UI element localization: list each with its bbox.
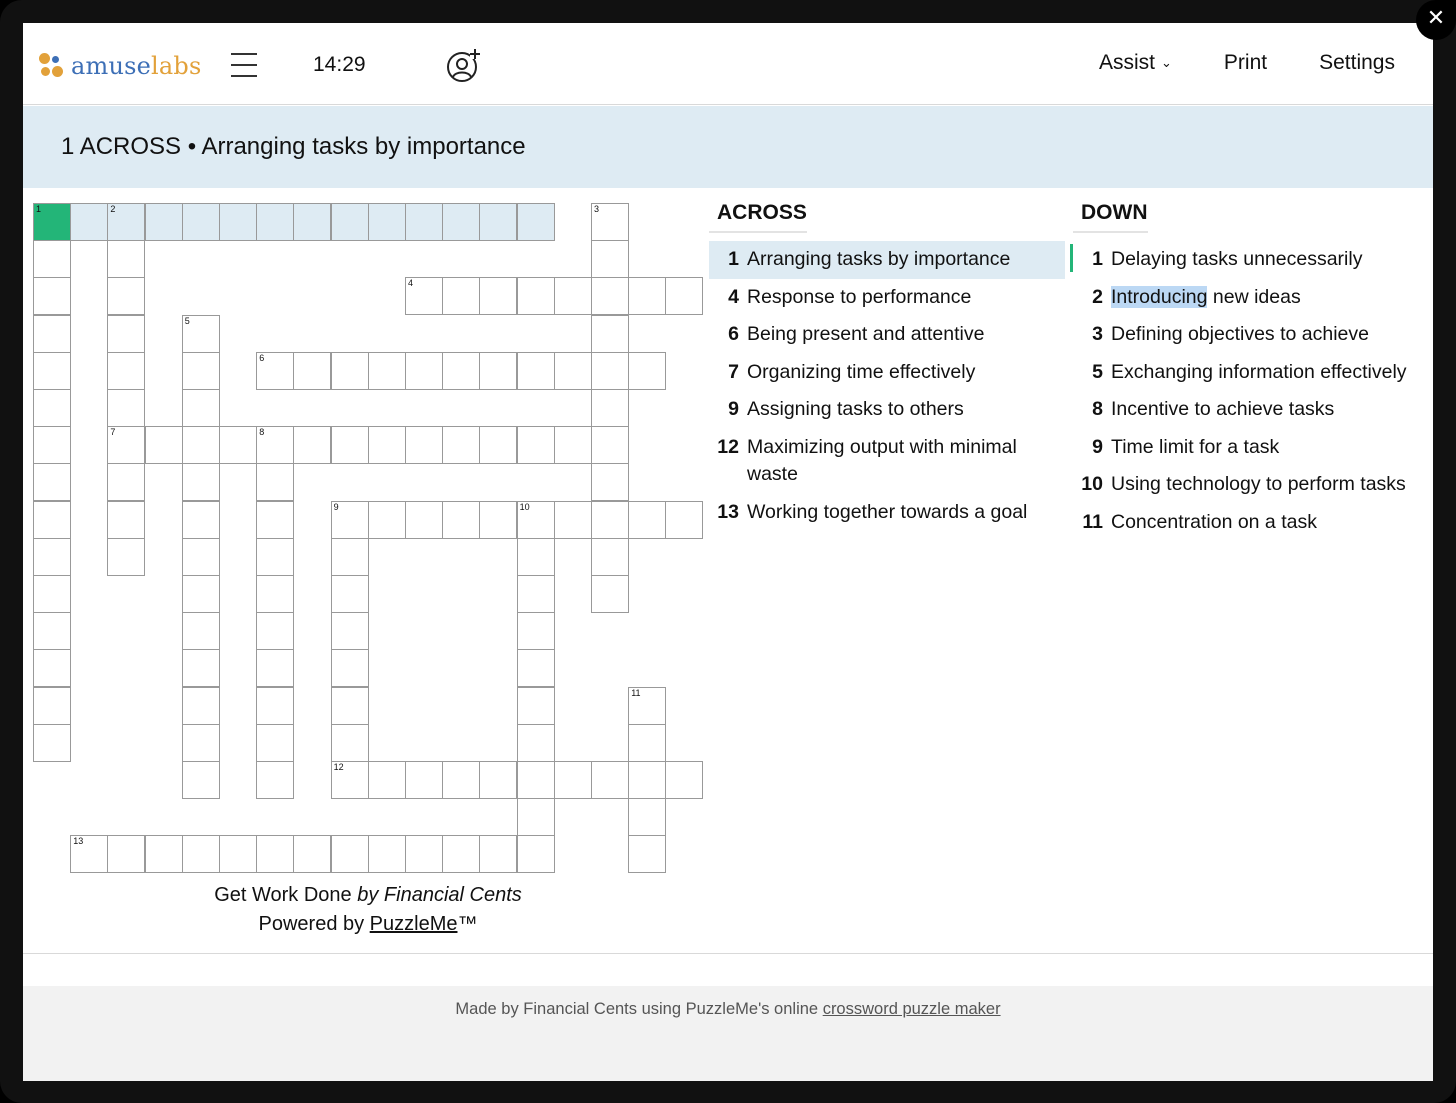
across-heading: ACROSS [709,201,807,233]
grid-cell[interactable] [33,426,71,464]
footer-divider [23,953,1433,954]
close-icon[interactable]: ✕ [1416,0,1456,40]
grid-cell[interactable] [331,203,369,241]
grid-cell[interactable] [293,835,331,873]
grid-cell[interactable] [33,649,71,687]
grid-cell[interactable] [33,352,71,390]
grid-cell[interactable] [256,724,294,762]
settings-button[interactable]: Settings [1319,51,1395,74]
grid-cell[interactable] [517,538,555,576]
grid-cell[interactable] [331,612,369,650]
cell-number: 12 [333,762,344,772]
grid-cell[interactable] [665,277,703,315]
grid-cell[interactable] [33,389,71,427]
grid-cell[interactable] [182,538,220,576]
credit-line-2: Powered by PuzzleMe™ [258,913,478,935]
grid-cell[interactable] [554,501,592,539]
grid-cell[interactable] [368,352,406,390]
header-nav [1099,51,1395,75]
grid-cell[interactable] [107,463,145,501]
grid-cell[interactable] [293,352,331,390]
grid-cell[interactable] [182,352,220,390]
clue-across-9[interactable]: 9 Assigning tasks to others [728,398,964,420]
grid-cell[interactable] [517,612,555,650]
down-clues [1073,201,1429,541]
grid-cell[interactable] [405,277,443,315]
grid-cell[interactable] [628,761,666,799]
grid-cell[interactable] [331,835,369,873]
grid-cell[interactable] [405,352,443,390]
clue-down-10[interactable]: 10 Using technology to perform tasks [1081,473,1406,495]
grid-cell[interactable] [182,426,220,464]
grid-cell[interactable] [182,389,220,427]
cell-number: 1 [36,204,42,214]
grid-cell[interactable] [665,501,703,539]
grid-cell[interactable] [107,315,145,353]
puzzle-app [23,23,1433,1081]
grid-cell[interactable] [442,352,480,390]
crossword-maker-link[interactable]: crossword puzzle maker [822,1000,1001,1018]
grid-cell[interactable] [256,761,294,799]
grid-cell[interactable] [182,724,220,762]
grid-cell[interactable] [591,501,629,539]
grid-cell[interactable] [33,501,71,539]
puzzleme-link[interactable]: PuzzleMe [369,913,458,935]
cell-number: 5 [184,315,190,326]
grid-cell[interactable] [331,687,369,725]
grid-cell[interactable] [517,761,555,799]
add-user-icon[interactable] [445,48,481,84]
chevron-down-icon: ⌄ [1161,55,1172,71]
cell-number: 9 [333,501,339,512]
grid-cell[interactable] [70,835,108,873]
grid-cell[interactable] [628,687,666,725]
current-clue-text: 1 ACROSS • Arranging tasks by importance [61,133,526,160]
amuselabs-logo[interactable] [39,51,202,81]
grid-cell[interactable] [591,352,629,390]
grid-cell[interactable] [107,501,145,539]
grid-cell[interactable] [219,426,257,464]
grid-cell[interactable] [145,835,183,873]
grid-cell[interactable] [256,538,294,576]
grid-cell[interactable] [33,538,71,576]
menu-icon[interactable] [231,53,257,79]
grid-cell[interactable] [182,203,220,241]
grid-cell[interactable] [331,352,369,390]
clue-across-7[interactable]: 7 Organizing time effectively [728,360,976,383]
grid-cell[interactable] [479,761,517,799]
grid-cell[interactable] [182,315,220,353]
grid-cell[interactable] [219,203,257,241]
grid-cell[interactable] [33,203,71,241]
grid-cell[interactable] [107,277,145,315]
grid-cell[interactable] [405,426,443,464]
across-clues [709,201,1065,531]
grid-cell[interactable] [628,798,666,836]
grid-cell[interactable] [182,687,220,725]
grid-cell[interactable] [442,203,480,241]
grid-cell[interactable] [256,463,294,501]
top-bar [23,23,1433,105]
grid-cell[interactable] [256,687,294,725]
grid-cell[interactable] [591,277,629,315]
clue-across-1[interactable]: 1 Arranging tasks by importance [709,241,1065,279]
grid-cell[interactable] [182,612,220,650]
grid-cell[interactable] [256,835,294,873]
clue-across-13[interactable]: 13 Working together towards a goal [717,500,1028,523]
grid-cell[interactable] [33,463,71,501]
grid-cell[interactable] [331,501,369,539]
grid-cell[interactable] [107,203,145,241]
grid-cell[interactable] [33,612,71,650]
grid-cell[interactable] [591,426,629,464]
cell-number: 6 [259,352,265,363]
grid-cell[interactable] [107,426,145,464]
grid-cell[interactable] [554,761,592,799]
grid-cell[interactable] [442,835,480,873]
clue-down-8[interactable]: 8 Incentive to achieve tasks [1092,398,1335,420]
grid-cell[interactable] [479,277,517,315]
grid-cell[interactable] [591,203,629,241]
grid-cell[interactable] [517,724,555,762]
grid-cell[interactable] [107,389,145,427]
grid-cell[interactable] [145,426,183,464]
grid-cell[interactable] [182,575,220,613]
grid-cell[interactable] [33,575,71,613]
print-button[interactable]: Print [1223,51,1268,74]
assist-menu[interactable]: Assist ⌄ [1099,51,1172,74]
grid-cell[interactable] [256,352,294,390]
footer [23,986,1433,1081]
grid-cell[interactable] [479,501,517,539]
grid-cell[interactable] [368,835,406,873]
clue-across-4[interactable]: 4 Response to performance [728,285,972,308]
cell-number: 10 [519,501,530,512]
grid-cell[interactable] [628,835,666,873]
clue-down-5[interactable]: 5 Exchanging information effectively [1092,360,1407,383]
current-clue-bar [23,106,1433,188]
grid-cell[interactable] [107,835,145,873]
logo-text: amuselabs [71,52,202,80]
grid-cell[interactable] [517,798,555,836]
grid-cell[interactable] [331,426,369,464]
grid-cell[interactable] [70,203,108,241]
grid-cell[interactable] [293,203,331,241]
grid-cell[interactable] [591,463,629,501]
grid-cell[interactable] [368,203,406,241]
down-heading: DOWN [1073,201,1148,233]
clue-down-3[interactable]: 3 Defining objectives to achieve [1092,323,1369,345]
footer-text: Made by Financial Cents using PuzzleMe's online crossword puzzle maker [455,1000,1001,1018]
grid-cell[interactable] [591,315,629,353]
grid-cell[interactable] [628,724,666,762]
grid-cell[interactable] [405,203,443,241]
cell-number: 13 [73,836,84,847]
clue-across-12[interactable]: 12 Maximizing output with minimal waste [717,435,1017,485]
grid-cell[interactable] [331,649,369,687]
grid-cell[interactable] [479,426,517,464]
grid-cell[interactable] [591,761,629,799]
grid-cell[interactable] [331,761,369,799]
grid-cell[interactable] [368,501,406,539]
grid-cell[interactable] [517,687,555,725]
grid-cell[interactable] [517,575,555,613]
grid-cell[interactable] [331,538,369,576]
grid-cell[interactable] [182,835,220,873]
grid-cell[interactable] [145,203,183,241]
grid-cell[interactable] [442,761,480,799]
cell-number: 4 [408,278,414,289]
grid-cell[interactable] [591,240,629,278]
grid-cell[interactable] [33,240,71,278]
grid-cell[interactable] [628,352,666,390]
grid-cell[interactable] [479,203,517,241]
grid-cell[interactable] [293,426,331,464]
grid-cell[interactable] [554,426,592,464]
cell-number: 7 [110,427,116,438]
grid-cell[interactable] [591,389,629,427]
grid-cell[interactable] [554,277,592,315]
grid-cell[interactable] [182,501,220,539]
grid-cell[interactable] [554,352,592,390]
grid-cell[interactable] [517,277,555,315]
grid-cell[interactable] [33,315,71,353]
grid-cell[interactable] [331,724,369,762]
grid-cell[interactable] [182,649,220,687]
grid-cell[interactable] [405,835,443,873]
grid-cell[interactable] [517,426,555,464]
grid-cell[interactable] [33,687,71,725]
puzzle-credit [23,881,713,939]
cell-number: 3 [594,204,600,214]
grid-cell[interactable] [442,426,480,464]
grid-cell[interactable] [33,277,71,315]
grid-cell[interactable] [107,240,145,278]
cell-number: 8 [259,427,265,438]
grid-cell[interactable] [256,612,294,650]
grid-cell[interactable] [665,761,703,799]
cell-number: 2 [110,204,116,214]
cell-number: 11 [631,687,641,698]
grid-cell[interactable] [405,761,443,799]
timer[interactable]: 14:29 [313,53,366,76]
clue-down-11[interactable]: 11 Concentration on a task [1082,510,1317,533]
clue-down-1[interactable]: 1 Delaying tasks unnecessarily [1073,241,1429,279]
grid-cell[interactable] [256,575,294,613]
grid-cell[interactable] [256,203,294,241]
grid-cell[interactable] [517,835,555,873]
grid-cell[interactable] [628,277,666,315]
credit-line-1: Get Work Done by Financial Cents [214,884,522,906]
grid-cell[interactable] [442,501,480,539]
logo-mark-icon [39,53,65,79]
grid-cell[interactable] [33,724,71,762]
grid-cell[interactable] [479,352,517,390]
grid-cell[interactable] [182,463,220,501]
grid-cell[interactable] [331,575,369,613]
grid-cell[interactable] [368,426,406,464]
clue-across-6[interactable]: 6 Being present and attentive [728,323,985,345]
clue-down-9[interactable]: 9 Time limit for a task [1092,435,1280,458]
grid-cell[interactable] [256,426,294,464]
grid-cell[interactable] [442,277,480,315]
grid-cell[interactable] [591,575,629,613]
grid-cell[interactable] [405,501,443,539]
grid-cell[interactable] [517,649,555,687]
grid-cell[interactable] [479,835,517,873]
grid-cell[interactable] [256,501,294,539]
grid-cell[interactable] [368,761,406,799]
selected-text: Introducing [1111,285,1208,308]
grid-cell[interactable] [517,203,555,241]
grid-cell[interactable] [517,501,555,539]
grid-cell[interactable] [107,538,145,576]
grid-cell[interactable] [107,352,145,390]
grid-cell[interactable] [256,649,294,687]
grid-cell[interactable] [219,835,257,873]
crossword-grid [33,203,703,873]
grid-cell[interactable] [591,538,629,576]
grid-cell[interactable] [628,501,666,539]
clue-down-2[interactable]: 2 Introducing new ideas [1092,285,1301,308]
grid-cell[interactable] [517,352,555,390]
grid-cell[interactable] [182,761,220,799]
